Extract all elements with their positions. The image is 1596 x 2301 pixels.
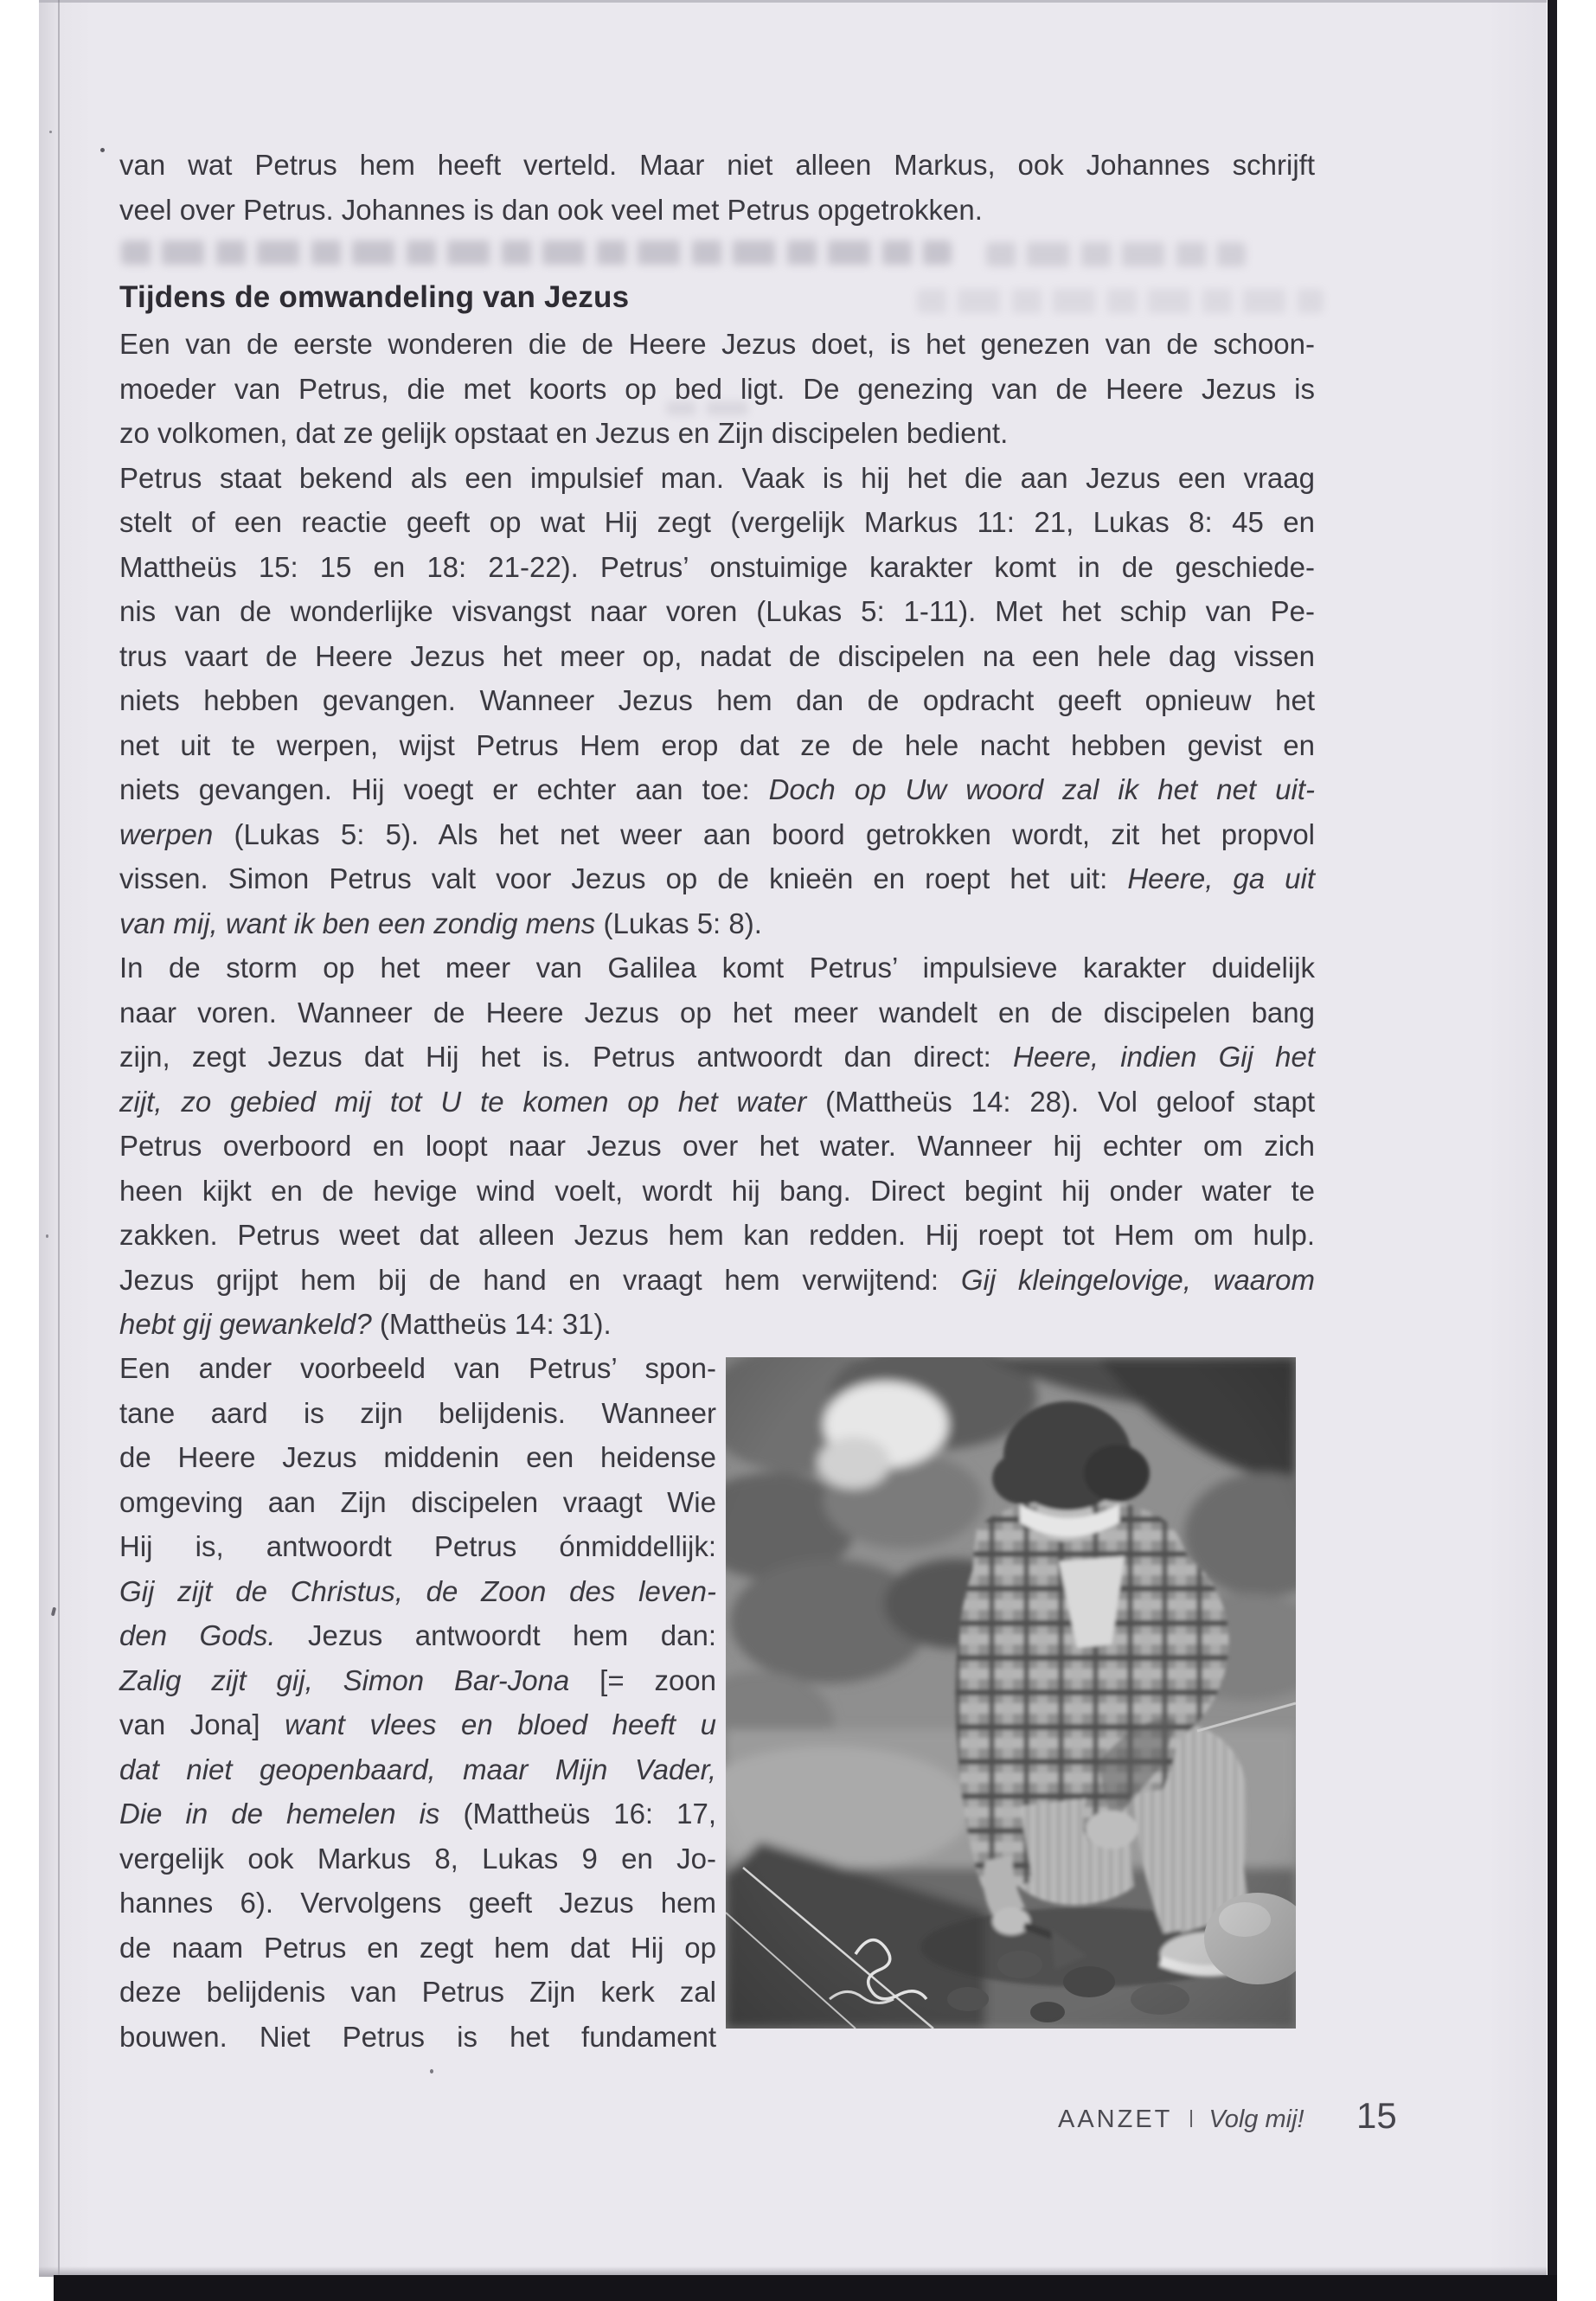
text-line: niets hebben gevangen. Wanneer Jezus hem dan de opdracht geeft opnieuw het xyxy=(119,684,1315,716)
text-line: moeder van Petrus, die met koorts op bed ligt. De genezing van de Heere Jezus is xyxy=(119,372,1315,405)
scan-edge-bar-right xyxy=(1548,0,1557,2301)
page-surface xyxy=(39,0,1547,2277)
page-footer xyxy=(1058,2100,1304,2138)
text-line: nis van de wonderlijke visvangst naar voren (Lukas 5: 1-11). Met het schip van Pe- xyxy=(119,595,1315,627)
text-line: hebt gij gewankeld? (Mattheüs 14: 31). xyxy=(119,1308,612,1340)
text-line: stelt of een reactie geeft op wat Hij zegt (vergelijk Markus 11: 21, Lukas 8: 45 en xyxy=(119,506,1315,538)
footer-separator: I xyxy=(1189,2106,1195,2133)
scan-speck xyxy=(49,131,52,133)
excavation-photo xyxy=(726,1357,1296,2029)
scan-speck xyxy=(46,1234,48,1238)
text-line: Jezus grijpt hem bij de hand en vraagt hem verwijtend: Gij kleingelovige, waarom xyxy=(119,1263,1315,1296)
text-line: den Gods. Jezus antwoordt hem dan: xyxy=(119,1619,716,1651)
footer-brand: AANZET xyxy=(1058,2106,1173,2133)
excavation-photo-art xyxy=(726,1357,1296,2029)
text-line: Een ander voorbeeld van Petrus’ spon- xyxy=(119,1352,716,1384)
text-line: tane aard is zijn belijdenis. Wanneer xyxy=(119,1396,716,1429)
text-line: heen kijkt en de hevige wind voelt, wordt hij bang. Direct begint hij onder water te xyxy=(119,1174,1315,1207)
page-top-edge xyxy=(39,0,1547,3)
scan-edge-bar-bottom xyxy=(54,2275,1557,2301)
text-line: dat niet geopenbaard, maar Mijn Vader, xyxy=(119,1753,716,1785)
paragraph-intro xyxy=(119,143,1315,232)
text-line: van wat Petrus hem heeft verteld. Maar niet alleen Markus, ook Johannes schrijft xyxy=(119,149,1315,181)
text-line: Zalig zijt gij, Simon Bar-Jona [= zoon xyxy=(119,1663,716,1696)
text-line: van Jona] want vlees en bloed heeft u xyxy=(119,1708,716,1740)
text-line: hannes 6). Vervolgens geeft Jezus hem xyxy=(119,1887,716,1919)
text-line: naar voren. Wanneer de Heere Jezus op het meer wandelt en de discipelen bang xyxy=(119,996,1315,1029)
section-body xyxy=(119,322,1315,1347)
text-line: veel over Petrus. Johannes is dan ook veel met Petrus opgetrokken. xyxy=(119,193,983,226)
footer-booklet-title: Volg mij! xyxy=(1208,2106,1304,2133)
text-line: vergelijk ook Markus 8, Lukas 9 en Jo- xyxy=(119,1842,716,1875)
text-line: Gij zijt de Christus, de Zoon des leven- xyxy=(119,1574,716,1607)
text-line: zo volkomen, dat ze gelijk opstaat en Jezus en Zijn discipelen bedient. xyxy=(119,417,1009,449)
text-line: Hij is, antwoordt Petrus ónmiddellijk: xyxy=(119,1530,716,1562)
column-body xyxy=(119,1346,716,2059)
text-line: werpen (Lukas 5: 5). Als het net weer aan boord getrokken wordt, zit het propvol xyxy=(119,817,1315,850)
text-line: In de storm op het meer van Galilea komt Petrus’ impulsieve karakter duidelijk xyxy=(119,952,1315,984)
scan-speck xyxy=(51,1607,56,1617)
text-line: niets gevangen. Hij voegt er echter aan toe: Doch op Uw woord zal ik het net uit- xyxy=(119,773,1315,805)
section-heading: Tijdens de omwandeling van Jezus xyxy=(119,280,630,314)
text-line: zijt, zo gebied mij tot U te komen op het water (Mattheüs 14: 28). Vol geloof stapt xyxy=(119,1085,1316,1118)
text-line: deze belijdenis van Petrus Zijn kerk zal xyxy=(119,1976,716,2008)
text-line: omgeving aan Zijn discipelen vraagt Wie xyxy=(119,1485,716,1518)
show-through-smudge xyxy=(986,242,1246,266)
text-line: trus vaart de Heere Jezus het meer op, nadat de discipelen na een hele dag vissen xyxy=(119,639,1315,672)
page-spine-edge-line xyxy=(58,0,60,2277)
text-line: de Heere Jezus middenin een heidense xyxy=(119,1441,716,1473)
scan-speck xyxy=(100,148,105,152)
text-line: vissen. Simon Petrus valt voor Jezus op de knieën en roept het uit: Heere, ga uit xyxy=(119,862,1315,894)
show-through-smudge xyxy=(917,289,1324,313)
text-line: zakken. Petrus weet dat alleen Jezus hem kan redden. Hij roept tot Hem om hulp. xyxy=(119,1219,1315,1251)
text-line: Een van de eerste wonderen die de Heere Jezus doet, is het genezen van de schoon- xyxy=(119,328,1315,360)
text-line: van mij, want ik ben een zondig mens (Lukas 5: 8). xyxy=(119,907,762,939)
text-line: net uit te werpen, wijst Petrus Hem erop dat ze de hele nacht hebben gevist en xyxy=(119,728,1315,761)
text-line: Mattheüs 15: 15 en 18: 21-22). Petrus’ onstuimige karakter komt in de geschiede- xyxy=(119,550,1315,583)
show-through-smudge xyxy=(121,240,952,265)
text-line: Die in de hemelen is (Mattheüs 16: 17, xyxy=(119,1798,716,1830)
page-number: 15 xyxy=(1356,2095,1397,2136)
text-line: Petrus overboord en loopt naar Jezus over het water. Wanneer hij echter om zich xyxy=(119,1130,1315,1162)
text-line: de naam Petrus en zegt hem dat Hij op xyxy=(119,1931,716,1964)
text-line: Petrus staat bekend als een impulsief man. Vaak is hij het die aan Jezus een vraag xyxy=(119,461,1315,494)
text-line: zijn, zegt Jezus dat Hij het is. Petrus antwoordt dan direct: Heere, indien Gij het xyxy=(119,1041,1315,1073)
scan-speck xyxy=(430,2069,433,2073)
text-line: bouwen. Niet Petrus is het fundament xyxy=(119,2020,716,2053)
